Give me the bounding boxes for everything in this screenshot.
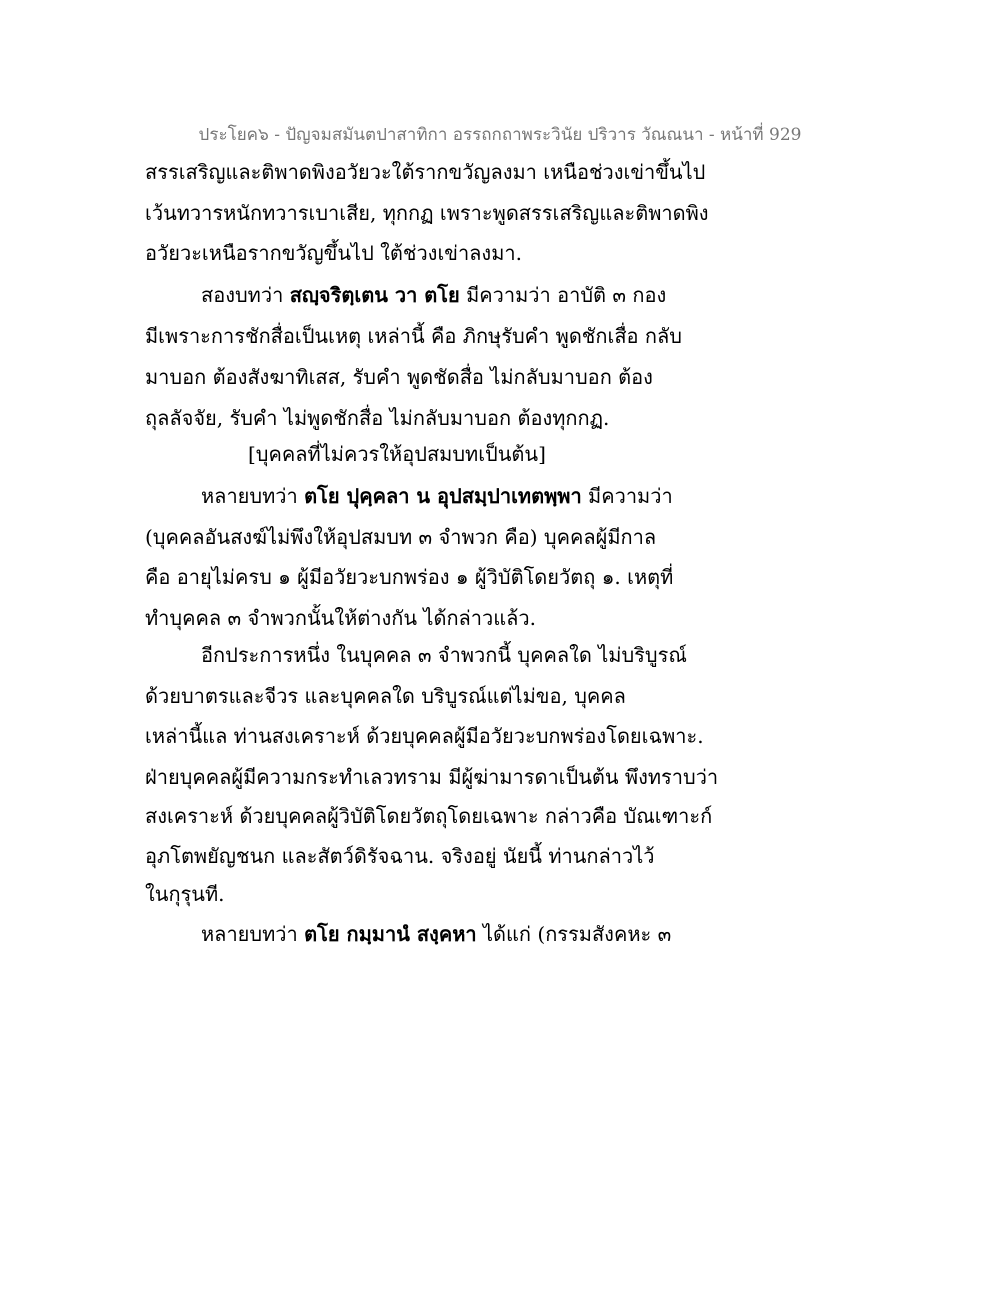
paragraph-first-line <box>201 281 666 309</box>
text-line: สงเคราะห์ ด้วยบุคคลผู้วิบัติโดยวัตถุโดยเฉพาะ กล่าวคือ บัณเฑาะก์ <box>145 804 713 828</box>
text-line: มีเพราะการชักสื่อเป็นเหตุ เหล่านี้ คือ ภิกษุรับคำ พูดชักเสื่อ กลับ <box>145 324 682 348</box>
text-line: ในกุรุนที. <box>145 882 225 906</box>
text-line: เหล่านี้แล ท่านสงเคราะห์ ด้วยบุคคลผู้มีอวัยวะบกพร่องโดยเฉพาะ. <box>145 724 704 748</box>
text-line: มาบอก ต้องสังฆาทิเสส, รับคำ พูดชัดสื่อ ไม่กลับมาบอก ต้อง <box>145 365 653 389</box>
text-line: อวัยวะเหนือรากขวัญขึ้นไป ใต้ช่วงเข่าลงมา. <box>145 241 522 265</box>
paragraph-first-line <box>201 920 671 948</box>
paragraph-first-line: อีกประการหนึ่ง ในบุคคล ๓ จำพวกนี้ บุคคลใด ไม่บริบูรณ์ <box>201 643 687 667</box>
text-line: ทำบุคคล ๓ จำพวกนั้นให้ต่างกัน ได้กล่าวแล้ว. <box>145 606 537 630</box>
text-line: อุภโตพยัญชนก และสัตว์ดิรัจฉาน. จริงอยู่ นัยนี้ ท่านกล่าวไว้ <box>145 844 655 868</box>
pali-term: ตโย กมฺมานํ สงฺคหา <box>304 922 477 946</box>
text-line: ถุลลัจจัย, รับคำ ไม่พูดชักสื่อ ไม่กลับมาบอก ต้องทุกกฏ. <box>145 406 610 430</box>
section-heading: [บุคคลที่ไม่ควรให้อุปสมบทเป็นต้น] <box>248 442 546 466</box>
text-line: คือ อายุไม่ครบ ๑ ผู้มีอวัยวะบกพร่อง ๑ ผู้วิบัติโดยวัตถุ ๑. เหตุที่ <box>145 565 674 589</box>
text-run: มีความว่า อาบัติ ๓ กอง <box>459 283 667 307</box>
text-line: (บุคคลอันสงฆ์ไม่พึงให้อุปสมบท ๓ จำพวก คือ) บุคคลผู้มีกาล <box>145 525 657 549</box>
text-run: มีความว่า <box>581 484 673 508</box>
pali-term: ตโย ปุคฺคลา น อุปสมฺปาเทตพฺพา <box>304 484 582 508</box>
text-line: ด้วยบาตรและจีวร และบุคคลใด บริบูรณ์แต่ไม่ขอ, บุคคล <box>145 684 626 708</box>
text-line: ฝ่ายบุคคลผู้มีความกระทำเลวทราม มีผู้ฆ่ามารดาเป็นต้น พึงทราบว่า <box>145 765 719 789</box>
text-run: หลายบทว่า <box>201 922 305 946</box>
text-run: หลายบทว่า <box>201 484 305 508</box>
paragraph-first-line <box>201 482 673 510</box>
text-run: ได้แก่ (กรรมสังคหะ ๓ <box>476 922 672 946</box>
pali-term: สญฺจริตฺเตน วา ตโย <box>289 283 460 307</box>
text-line: สรรเสริญและติพาดพิงอวัยวะใต้รากขวัญลงมา เหนือช่วงเข่าขึ้นไป <box>145 160 706 184</box>
page-header: ประโยค๖ - ปัญจมสมันตปาสาทิกา อรรถกถาพระวินัย ปริวาร วัณณนา - หน้าที่ 929 <box>198 125 802 145</box>
text-run: สองบทว่า <box>201 283 290 307</box>
text-line: เว้นทวารหนักทวารเบาเสีย, ทุกกฏ เพราะพูดสรรเสริญและติพาดพิง <box>145 201 709 225</box>
